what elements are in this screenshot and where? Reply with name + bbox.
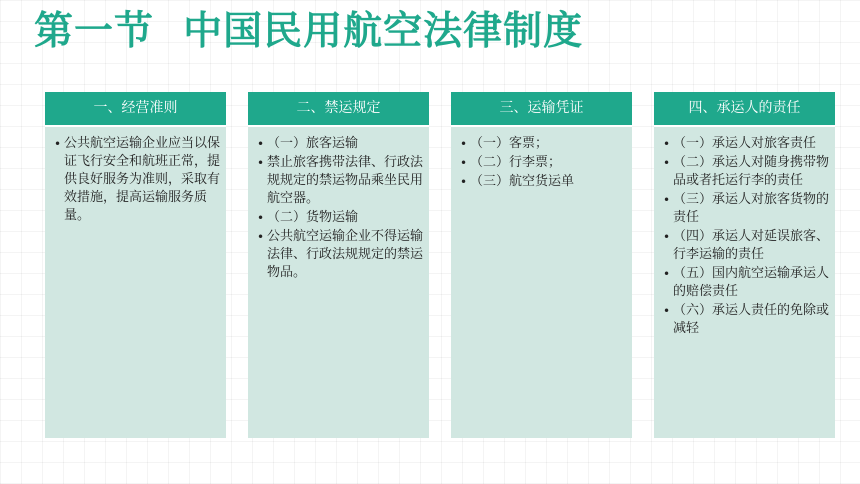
list-item [257, 154, 423, 208]
bullet-icon: • [257, 137, 265, 151]
column-transport-documents [451, 92, 632, 438]
list-item [460, 173, 626, 191]
bullet-icon: • [460, 175, 468, 189]
list-item-text: （四）承运人对延误旅客、行李运输的责任 [673, 229, 830, 262]
bullet-icon: • [663, 267, 671, 281]
list-item-text: 禁止旅客携带法律、行政法规规定的禁运物品乘坐民用航空器。 [267, 155, 424, 206]
list-item [663, 265, 829, 301]
bullet-icon: • [257, 230, 265, 244]
column-header: 一、经营准则 [45, 92, 226, 127]
column-business-principles [45, 92, 226, 438]
list-item-text: 公共航空运输企业不得运输法律、行政法规规定的禁运物品。 [267, 229, 424, 280]
bullet-icon: • [54, 137, 62, 151]
bullet-icon: • [663, 193, 671, 207]
column-list [451, 127, 632, 191]
list-item [460, 154, 626, 172]
list-item [257, 228, 423, 282]
list-item-text: （一）旅客运输 [267, 136, 359, 151]
list-item-text: （一）客票； [470, 136, 549, 151]
bullet-icon: • [663, 156, 671, 170]
list-item-text: （二）行李票； [470, 155, 562, 170]
list-item [257, 135, 423, 153]
column-header: 三、运输凭证 [451, 92, 632, 127]
list-item-text: （三）航空货运单 [470, 174, 575, 189]
bullet-icon: • [257, 211, 265, 225]
list-item [460, 135, 626, 153]
bullet-icon: • [663, 230, 671, 244]
list-item [663, 154, 829, 190]
list-item [663, 228, 829, 264]
list-item-text: （三）承运人对旅客货物的责任 [673, 192, 830, 225]
bullet-icon: • [663, 137, 671, 151]
list-item-text: （五）国内航空运输承运人的赔偿责任 [673, 266, 830, 299]
list-item [663, 302, 829, 338]
column-prohibited-items [248, 92, 429, 438]
list-item [663, 191, 829, 227]
column-header: 二、禁运规定 [248, 92, 429, 127]
list-item-text: （六）承运人责任的免除或减轻 [673, 303, 830, 336]
column-list [248, 127, 429, 282]
bullet-icon: • [257, 156, 265, 170]
column-header: 四、承运人的责任 [654, 92, 835, 127]
column-list [654, 127, 835, 338]
list-item-text: （一）承运人对旅客责任 [673, 136, 817, 151]
list-item-text: （二）承运人对随身携带物品或者托运行李的责任 [673, 155, 830, 188]
bullet-icon: • [460, 137, 468, 151]
column-list [45, 127, 226, 225]
list-item-text: （二）货物运输 [267, 210, 359, 225]
bullet-icon: • [460, 156, 468, 170]
list-item [54, 135, 220, 225]
list-item [257, 209, 423, 227]
list-item-text: 公共航空运输企业应当以保证飞行安全和航班正常，提供良好服务为准则，采取有效措施，提高运输服务质量。 [64, 136, 221, 223]
slide-title: 第一节 中国民用航空法律制度 [34, 9, 584, 54]
column-carrier-liability [654, 92, 835, 438]
list-item [663, 135, 829, 153]
bullet-icon: • [663, 304, 671, 318]
